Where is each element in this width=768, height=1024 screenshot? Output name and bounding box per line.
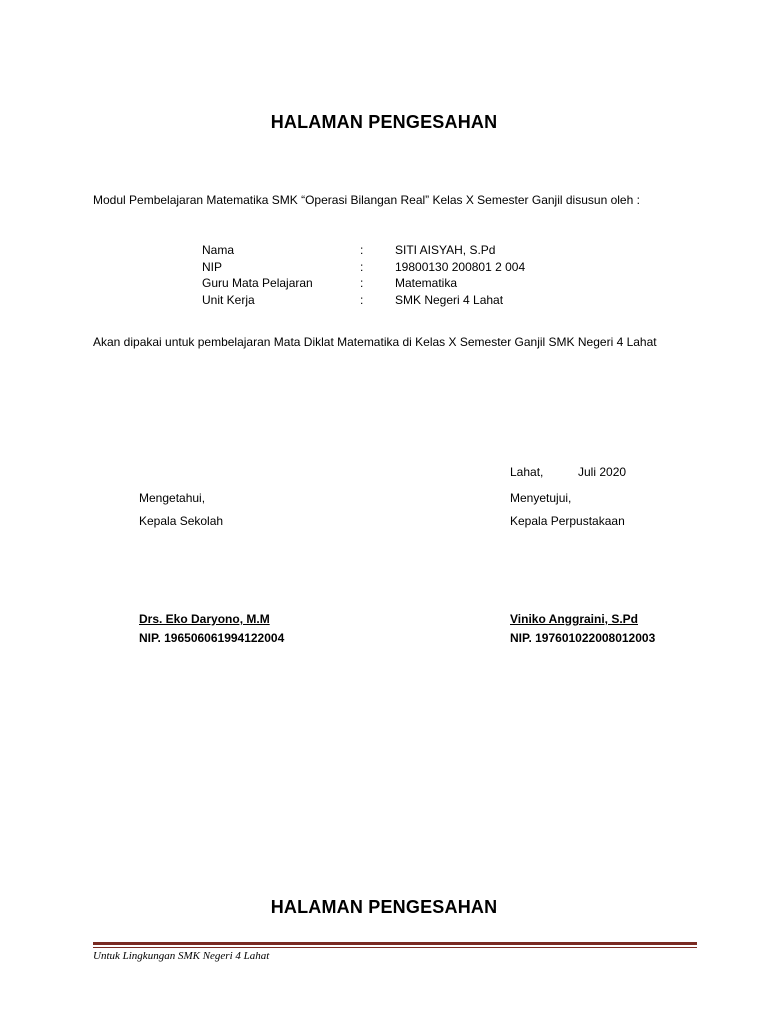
intro-text: Modul Pembelajaran Matematika SMK “Operasi Bilangan Real” Kelas X Semester Ganjil disusun oleh : <box>93 193 640 207</box>
field-label: Nama <box>202 243 235 257</box>
footer-rule-thick <box>93 942 697 945</box>
signature-date: Juli 2020 <box>578 465 627 479</box>
field-value: 19800130 200801 2 004 <box>395 259 526 274</box>
field-value: SMK Negeri 4 Lahat <box>395 292 504 307</box>
field-value: SITI AISYAH, S.Pd <box>395 243 496 257</box>
usage-paragraph: Akan dipakai untuk pembelajaran Mata Diklat Matematika di Kelas X Semester Ganjil SMK Negeri 4 Lahat <box>93 335 657 349</box>
left-signatory-name: Drs. Eko Daryono, M.M <box>139 612 270 626</box>
field-colon: : <box>360 259 364 274</box>
field-label: Guru Mata Pelajaran <box>202 276 313 290</box>
field-label: NIP <box>202 259 223 274</box>
field-row-nama <box>202 242 562 259</box>
field-value: Matematika <box>395 276 458 290</box>
field-colon: : <box>360 276 364 290</box>
left-signatory-nip: NIP. 196506061994122004 <box>139 631 285 645</box>
right-signatory-name: Viniko Anggraini, S.Pd <box>510 612 639 626</box>
field-colon: : <box>360 243 364 257</box>
right-signatory-nip: NIP. 197601022008012003 <box>510 631 656 645</box>
field-row-nip <box>202 259 562 276</box>
field-label: Unit Kerja <box>202 292 255 307</box>
page-title: HALAMAN PENGESAHAN <box>270 112 498 132</box>
signature-place: Lahat, <box>510 465 544 479</box>
right-signature-role: Kepala Perpustakaan <box>510 514 625 528</box>
field-colon: : <box>360 292 364 307</box>
right-signature-heading: Menyetujui, <box>510 491 572 505</box>
left-signature-heading: Mengetahui, <box>139 491 206 505</box>
footer-rule-thin <box>93 947 697 948</box>
footer-text: Untuk Lingkungan SMK Negeri 4 Lahat <box>93 950 270 962</box>
author-fields <box>202 242 562 308</box>
page-title-repeat: HALAMAN PENGESAHAN <box>270 897 498 917</box>
field-row-unit-kerja <box>202 292 562 309</box>
left-signature-role: Kepala Sekolah <box>139 514 224 528</box>
field-row-guru <box>202 275 562 292</box>
